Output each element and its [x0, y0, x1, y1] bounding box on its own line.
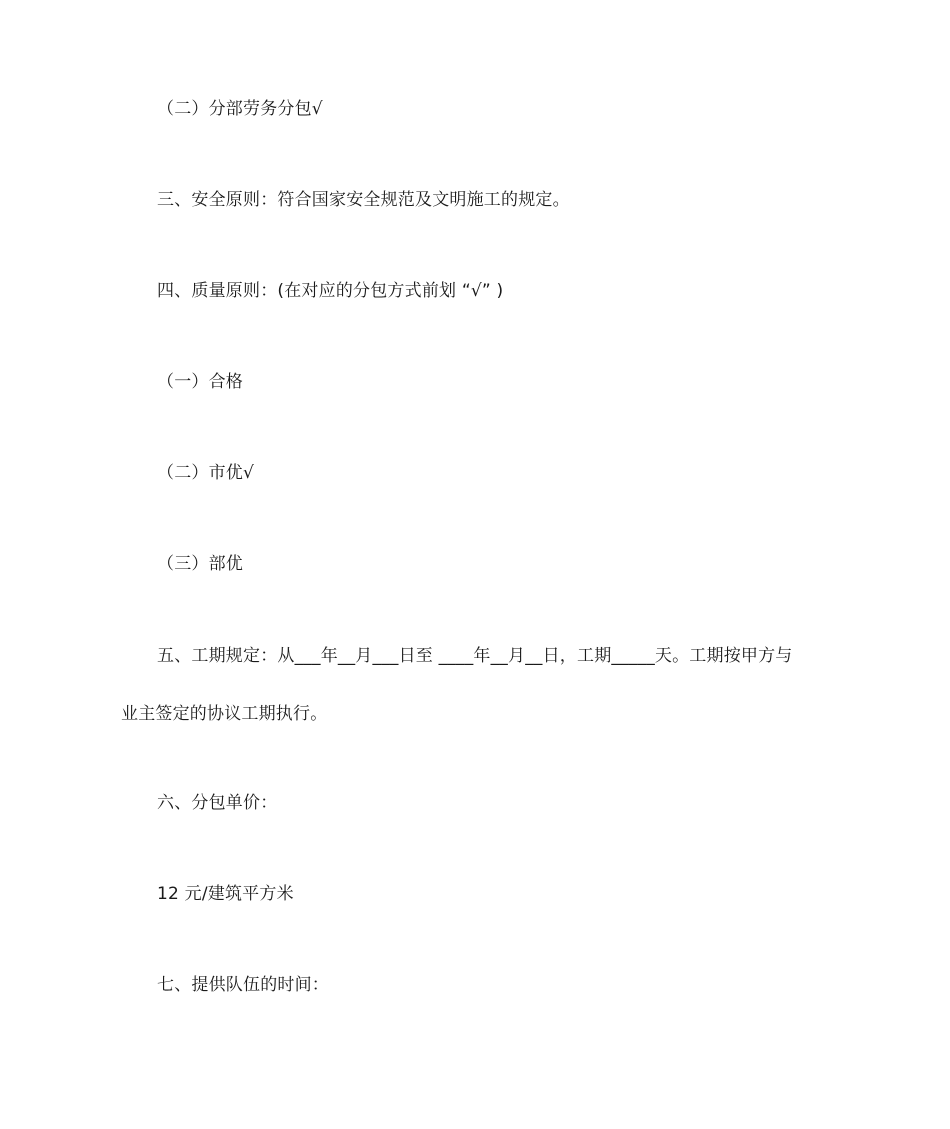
paragraph-quality-option-3: （三）部优 — [157, 554, 243, 574]
paragraph-schedule-rule-continued: 业主签定的协议工期执行。 — [121, 704, 328, 724]
paragraph-quality-option-1: （一）合格 — [157, 372, 243, 392]
paragraph-unit-price-value: 12 元/建筑平方米 — [157, 884, 294, 904]
paragraph-team-time-heading: 七、提供队伍的时间： — [157, 975, 329, 995]
paragraph-schedule-rule: 五、工期规定：从___年__月___日至 ____年__月__日，工期_____天。工期按甲方与 — [157, 646, 793, 666]
paragraph-quality-option-2: （二）市优√ — [157, 463, 255, 483]
paragraph-safety-principle: 三、安全原则：符合国家安全规范及文明施工的规定。 — [157, 190, 570, 210]
paragraph-unit-price-heading: 六、分包单价： — [157, 793, 278, 813]
paragraph-subcontract-option-2: （二）分部劳务分包√ — [157, 99, 323, 119]
paragraph-quality-principle: 四、质量原则：(在对应的分包方式前划 “√” ) — [157, 281, 504, 301]
